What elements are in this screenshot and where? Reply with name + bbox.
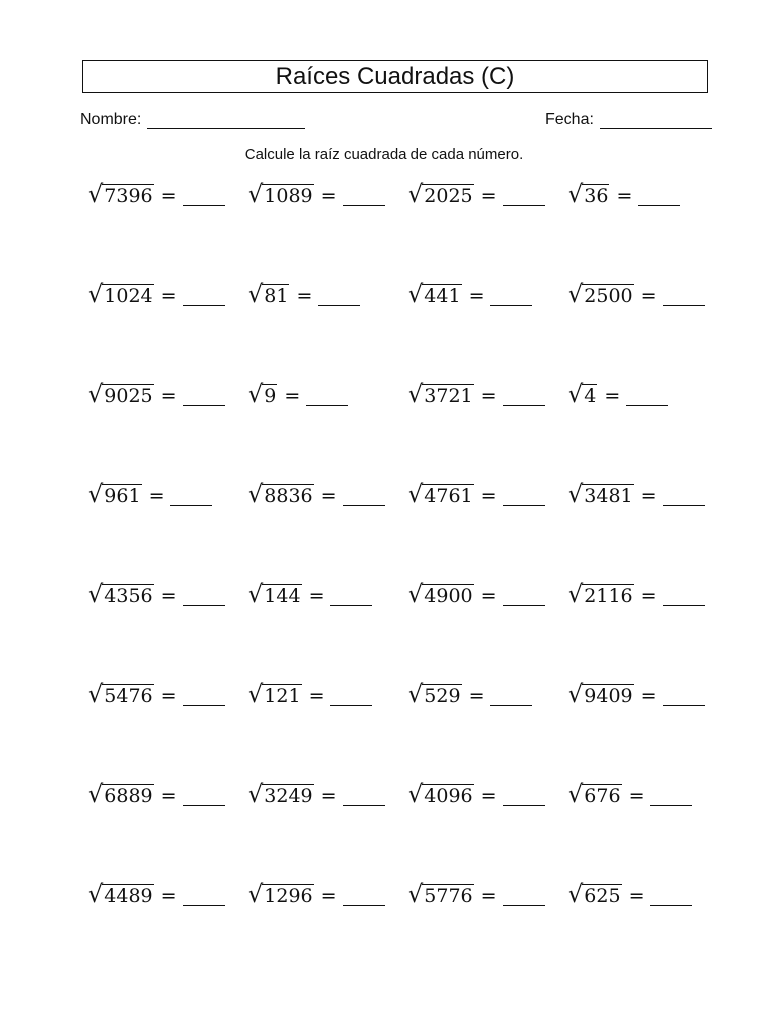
problem xyxy=(408,382,545,406)
problem xyxy=(88,582,225,606)
square-root xyxy=(88,682,154,706)
square-root xyxy=(408,582,474,606)
radicand: 4 xyxy=(584,385,597,407)
answer-blank[interactable] xyxy=(650,787,692,806)
radical-sign-icon: √ xyxy=(568,580,584,608)
problem xyxy=(248,382,348,406)
answer-blank[interactable] xyxy=(343,787,385,806)
radicand: 144 xyxy=(264,585,301,607)
problem xyxy=(88,482,212,506)
radical-sign-icon: √ xyxy=(88,280,104,308)
radicand: 5776 xyxy=(424,885,473,907)
answer-blank[interactable] xyxy=(503,887,545,906)
radical-sign-icon: √ xyxy=(248,180,264,208)
radicand: 9 xyxy=(264,385,277,407)
answer-blank[interactable] xyxy=(318,287,360,306)
square-root xyxy=(568,382,597,406)
radicand: 625 xyxy=(584,885,621,907)
problem-row xyxy=(88,682,728,722)
problem xyxy=(568,782,692,806)
problem-row xyxy=(88,382,728,422)
equals-sign: = xyxy=(160,385,177,407)
equals-sign: = xyxy=(480,385,497,407)
problem xyxy=(88,782,225,806)
equals-sign: = xyxy=(480,185,497,207)
answer-blank[interactable] xyxy=(306,387,348,406)
square-root xyxy=(408,382,474,406)
radical-sign-icon: √ xyxy=(88,880,104,908)
problem-row xyxy=(88,182,728,222)
square-root xyxy=(88,282,154,306)
problem xyxy=(408,482,545,506)
equals-sign: = xyxy=(284,385,301,407)
radicand: 3249 xyxy=(264,785,313,807)
problem xyxy=(248,482,385,506)
radicand: 6889 xyxy=(104,785,153,807)
problem-row xyxy=(88,882,728,922)
square-root xyxy=(568,282,634,306)
date-field xyxy=(545,110,712,129)
answer-blank[interactable] xyxy=(503,187,545,206)
square-root xyxy=(248,782,314,806)
radical-sign-icon: √ xyxy=(88,580,104,608)
problem-row xyxy=(88,282,728,322)
problem xyxy=(568,182,680,206)
radicand: 121 xyxy=(264,685,301,707)
radical-sign-icon: √ xyxy=(408,580,424,608)
radical-sign-icon: √ xyxy=(408,180,424,208)
answer-blank[interactable] xyxy=(183,187,225,206)
equals-sign: = xyxy=(480,585,497,607)
answer-blank[interactable] xyxy=(626,387,668,406)
radicand: 1296 xyxy=(264,885,313,907)
radicand: 529 xyxy=(424,685,461,707)
answer-blank[interactable] xyxy=(663,687,705,706)
square-root xyxy=(88,582,154,606)
radicand: 8836 xyxy=(264,485,313,507)
problem-row xyxy=(88,782,728,822)
equals-sign: = xyxy=(308,585,325,607)
answer-blank[interactable] xyxy=(330,687,372,706)
problem xyxy=(248,282,360,306)
answer-blank[interactable] xyxy=(490,687,532,706)
square-root xyxy=(568,882,622,906)
equals-sign: = xyxy=(604,385,621,407)
square-root xyxy=(248,582,302,606)
answer-blank[interactable] xyxy=(490,287,532,306)
radical-sign-icon: √ xyxy=(568,880,584,908)
radicand: 1024 xyxy=(104,285,153,307)
square-root xyxy=(88,782,154,806)
radical-sign-icon: √ xyxy=(88,380,104,408)
square-root xyxy=(88,382,154,406)
square-root xyxy=(408,182,474,206)
equals-sign: = xyxy=(480,885,497,907)
square-root xyxy=(248,282,289,306)
equals-sign: = xyxy=(616,185,633,207)
problem xyxy=(248,782,385,806)
date-blank-line[interactable] xyxy=(600,110,712,129)
problem xyxy=(568,482,705,506)
answer-blank[interactable] xyxy=(638,187,680,206)
square-root xyxy=(88,182,154,206)
problem xyxy=(568,382,668,406)
instructions: Calcule la raíz cuadrada de cada número. xyxy=(244,146,524,163)
answer-blank[interactable] xyxy=(183,687,225,706)
answer-blank[interactable] xyxy=(183,287,225,306)
answer-blank[interactable] xyxy=(503,587,545,606)
equals-sign: = xyxy=(640,485,657,507)
equals-sign: = xyxy=(628,885,645,907)
problem xyxy=(248,682,372,706)
answer-blank[interactable] xyxy=(503,787,545,806)
date-label: Fecha: xyxy=(545,111,594,128)
name-field xyxy=(80,110,305,129)
answer-blank[interactable] xyxy=(503,387,545,406)
problem xyxy=(88,282,225,306)
radical-sign-icon: √ xyxy=(88,180,104,208)
problem xyxy=(248,182,385,206)
radicand: 4900 xyxy=(424,585,473,607)
radical-sign-icon: √ xyxy=(248,380,264,408)
square-root xyxy=(248,182,314,206)
answer-blank[interactable] xyxy=(343,487,385,506)
answer-blank[interactable] xyxy=(503,487,545,506)
radicand: 441 xyxy=(424,285,461,307)
equals-sign: = xyxy=(320,885,337,907)
square-root xyxy=(408,882,474,906)
answer-blank[interactable] xyxy=(183,387,225,406)
problem xyxy=(408,682,532,706)
equals-sign: = xyxy=(160,785,177,807)
equals-sign: = xyxy=(640,585,657,607)
radicand: 3721 xyxy=(424,385,473,407)
equals-sign: = xyxy=(468,285,485,307)
radicand: 4356 xyxy=(104,585,153,607)
radical-sign-icon: √ xyxy=(568,680,584,708)
radicand: 3481 xyxy=(584,485,633,507)
radicand: 4489 xyxy=(104,885,153,907)
square-root xyxy=(408,482,474,506)
radical-sign-icon: √ xyxy=(408,780,424,808)
radical-sign-icon: √ xyxy=(408,380,424,408)
answer-blank[interactable] xyxy=(183,787,225,806)
radical-sign-icon: √ xyxy=(248,780,264,808)
problem xyxy=(568,582,705,606)
problem xyxy=(408,582,545,606)
radicand: 4761 xyxy=(424,485,473,507)
equals-sign: = xyxy=(308,685,325,707)
radical-sign-icon: √ xyxy=(248,680,264,708)
equals-sign: = xyxy=(480,485,497,507)
problem-row xyxy=(88,582,728,622)
equals-sign: = xyxy=(160,685,177,707)
radicand: 36 xyxy=(584,185,609,207)
problem xyxy=(88,182,225,206)
radical-sign-icon: √ xyxy=(408,480,424,508)
equals-sign: = xyxy=(628,785,645,807)
radical-sign-icon: √ xyxy=(248,880,264,908)
radicand: 676 xyxy=(584,785,621,807)
equals-sign: = xyxy=(640,285,657,307)
problem xyxy=(568,882,692,906)
equals-sign: = xyxy=(640,685,657,707)
radicand: 2500 xyxy=(584,285,633,307)
radical-sign-icon: √ xyxy=(568,180,584,208)
problem xyxy=(568,282,705,306)
equals-sign: = xyxy=(160,185,177,207)
radical-sign-icon: √ xyxy=(248,280,264,308)
answer-blank[interactable] xyxy=(663,487,705,506)
answer-blank[interactable] xyxy=(343,887,385,906)
radicand: 9409 xyxy=(584,685,633,707)
square-root xyxy=(568,582,634,606)
square-root xyxy=(408,282,462,306)
answer-blank[interactable] xyxy=(183,887,225,906)
square-root xyxy=(568,182,609,206)
equals-sign: = xyxy=(160,585,177,607)
radical-sign-icon: √ xyxy=(408,280,424,308)
square-root xyxy=(248,482,314,506)
equals-sign: = xyxy=(320,185,337,207)
answer-blank[interactable] xyxy=(183,587,225,606)
equals-sign: = xyxy=(468,685,485,707)
radicand: 2116 xyxy=(584,585,633,607)
name-label: Nombre: xyxy=(80,111,142,128)
answer-blank[interactable] xyxy=(663,287,705,306)
radical-sign-icon: √ xyxy=(248,580,264,608)
radicand: 81 xyxy=(264,285,289,307)
problem xyxy=(248,882,385,906)
problem xyxy=(88,382,225,406)
radical-sign-icon: √ xyxy=(568,280,584,308)
radical-sign-icon: √ xyxy=(248,480,264,508)
radical-sign-icon: √ xyxy=(568,380,584,408)
radical-sign-icon: √ xyxy=(408,880,424,908)
square-root xyxy=(568,482,634,506)
problem xyxy=(408,882,545,906)
answer-blank[interactable] xyxy=(343,187,385,206)
square-root xyxy=(248,682,302,706)
radicand: 1089 xyxy=(264,185,313,207)
equals-sign: = xyxy=(160,285,177,307)
answer-blank[interactable] xyxy=(170,487,212,506)
problem xyxy=(408,282,532,306)
radical-sign-icon: √ xyxy=(408,680,424,708)
problem xyxy=(408,182,545,206)
square-root xyxy=(248,382,277,406)
problem xyxy=(88,882,225,906)
equals-sign: = xyxy=(320,485,337,507)
radical-sign-icon: √ xyxy=(88,480,104,508)
radicand: 961 xyxy=(104,485,141,507)
answer-blank[interactable] xyxy=(663,587,705,606)
equals-sign: = xyxy=(148,485,165,507)
radicand: 2025 xyxy=(424,185,473,207)
square-root xyxy=(408,682,462,706)
square-root xyxy=(568,682,634,706)
problem xyxy=(408,782,545,806)
radical-sign-icon: √ xyxy=(88,780,104,808)
answer-blank[interactable] xyxy=(650,887,692,906)
radicand: 4096 xyxy=(424,785,473,807)
equals-sign: = xyxy=(480,785,497,807)
square-root xyxy=(248,882,314,906)
square-root xyxy=(88,482,142,506)
problem xyxy=(88,682,225,706)
radical-sign-icon: √ xyxy=(568,480,584,508)
equals-sign: = xyxy=(160,885,177,907)
square-root xyxy=(568,782,622,806)
equals-sign: = xyxy=(320,785,337,807)
square-root xyxy=(88,882,154,906)
radicand: 9025 xyxy=(104,385,153,407)
problem xyxy=(568,682,705,706)
radicand: 5476 xyxy=(104,685,153,707)
square-root xyxy=(408,782,474,806)
worksheet-title: Raíces Cuadradas (C) xyxy=(82,60,708,93)
radicand: 7396 xyxy=(104,185,153,207)
problem xyxy=(248,582,372,606)
radical-sign-icon: √ xyxy=(568,780,584,808)
answer-blank[interactable] xyxy=(330,587,372,606)
problem-row xyxy=(88,482,728,522)
name-blank-line[interactable] xyxy=(147,110,305,129)
radical-sign-icon: √ xyxy=(88,680,104,708)
equals-sign: = xyxy=(296,285,313,307)
